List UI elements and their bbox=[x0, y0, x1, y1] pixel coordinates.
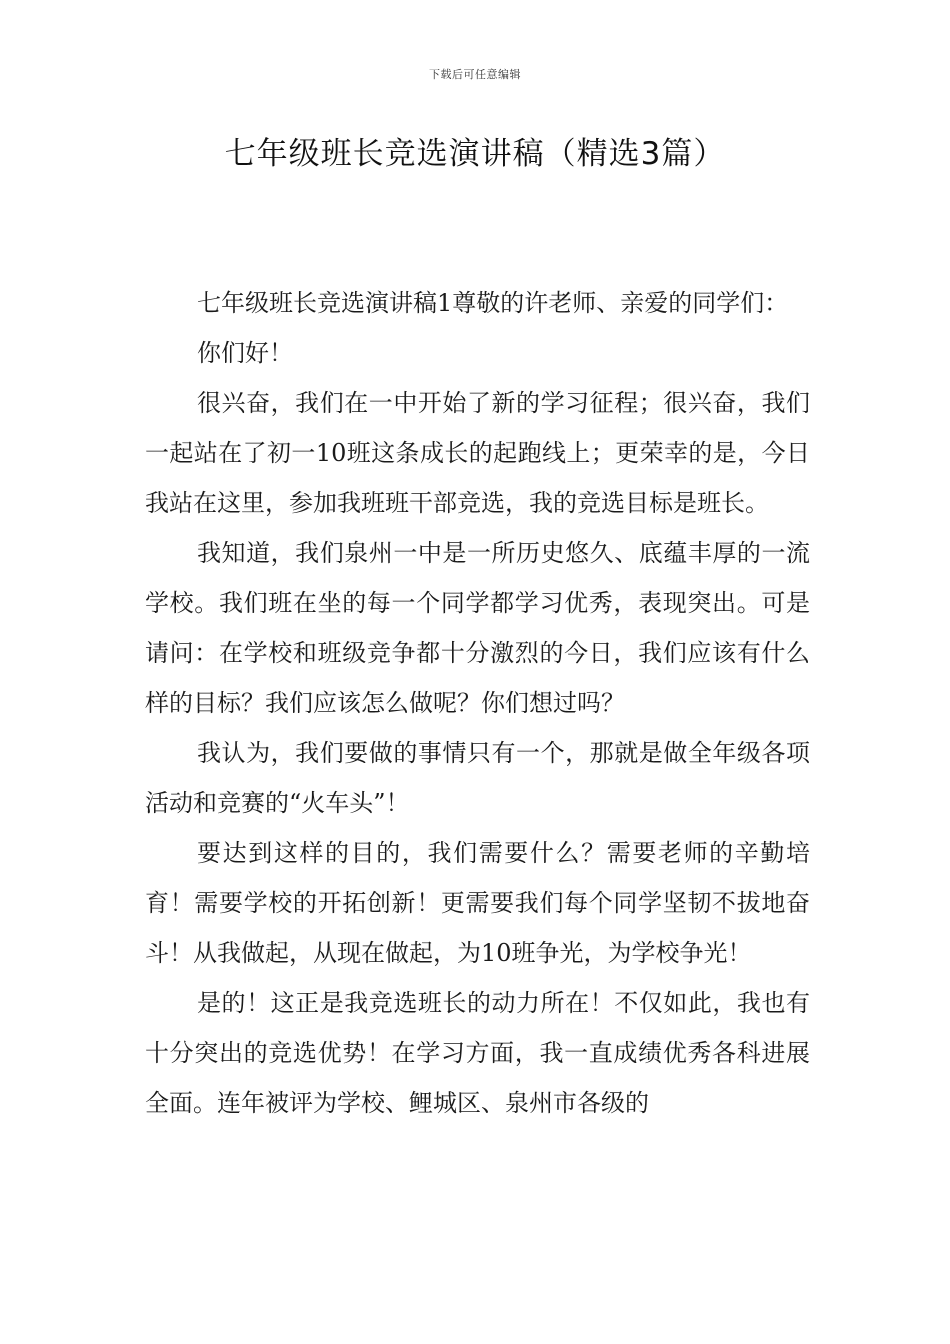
paragraph: 要达到这样的目的，我们需要什么？需要老师的辛勤培育！需要学校的开拓创新！更需要我们每个同学坚韧不拔地奋斗！从我做起，从现在做起，为10班争光，为学校争光！ bbox=[145, 839, 810, 967]
document-body bbox=[145, 278, 810, 1128]
paragraph: 我知道，我们泉州一中是一所历史悠久、底蕴丰厚的一流学校。我们班在坐的每一个同学都学习优秀，表现突出。可是请问：在学校和班级竞争都十分激烈的今日，我们应该有什么样的目标？我们应该怎么做呢？你们想过吗？ bbox=[145, 539, 810, 717]
paragraph-salutation: 七年级班长竞选演讲稿1尊敬的许老师、亲爱的同学们： bbox=[197, 289, 789, 317]
header-note: 下载后可任意编辑 bbox=[429, 68, 521, 81]
paragraph-greeting: 你们好！ bbox=[197, 339, 293, 367]
paragraph: 很兴奋，我们在一中开始了新的学习征程；很兴奋，我们一起站在了初一10班这条成长的起跑线上；更荣幸的是，今日我站在这里，参加我班班干部竞选，我的竞选目标是班长。 bbox=[145, 389, 810, 517]
paragraph: 是的！这正是我竞选班长的动力所在！不仅如此，我也有十分突出的竞选优势！在学习方面，我一直成绩优秀各科进展全面。连年被评为学校、鲤城区、泉州市各级的 bbox=[145, 989, 810, 1117]
paragraph: 我认为，我们要做的事情只有一个，那就是做全年级各项活动和竞赛的“火车头”！ bbox=[145, 739, 810, 817]
document-title: 七年级班长竞选演讲稿（精选3篇） bbox=[224, 136, 726, 172]
